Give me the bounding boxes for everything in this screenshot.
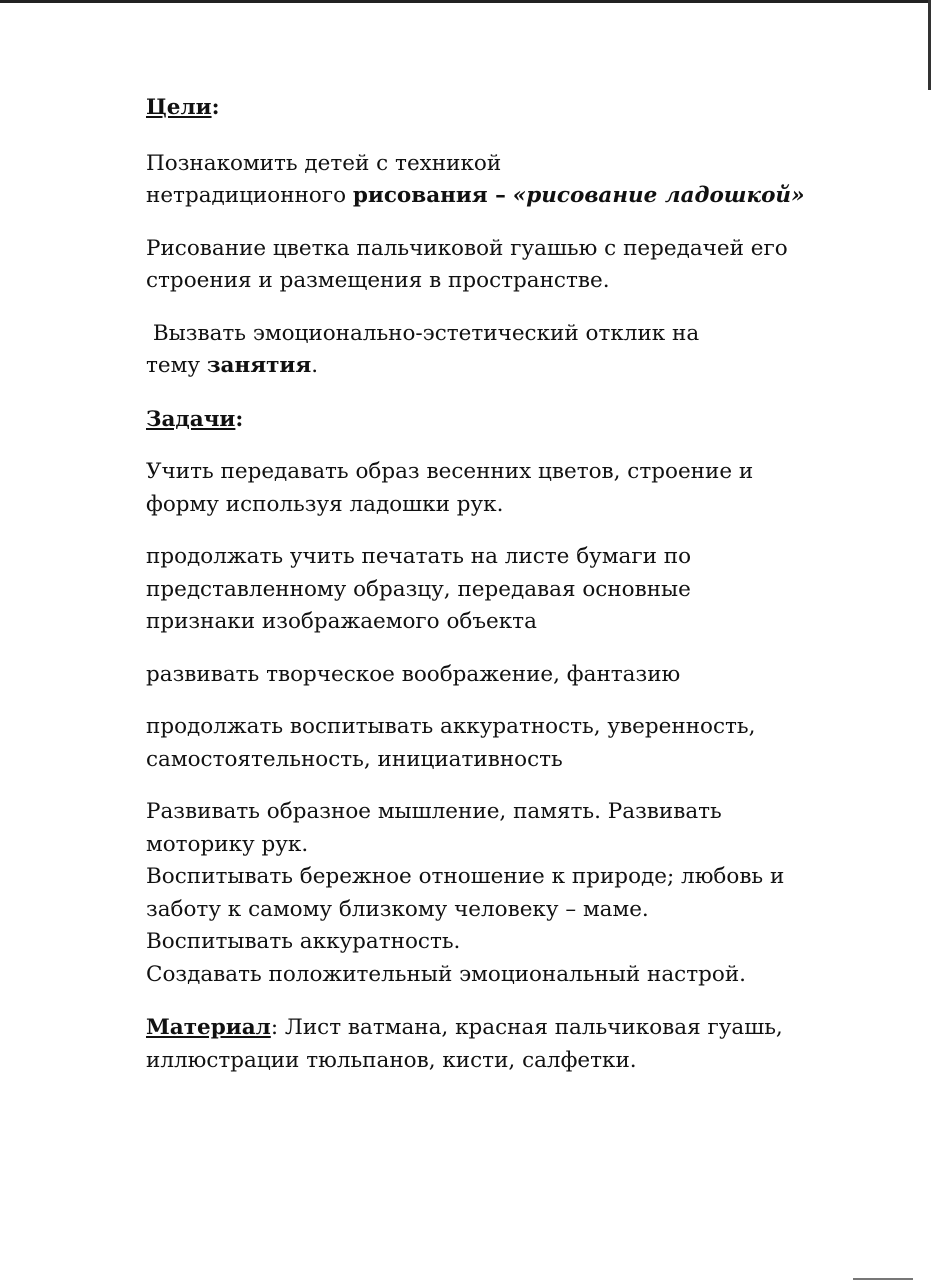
goals-paragraph-2 (146, 233, 906, 298)
scan-edge-top (0, 0, 931, 3)
tasks-t2-line-1: продолжать учить печатать на листе бумаги по (146, 544, 692, 569)
tasks-item-2 (146, 541, 906, 639)
tasks-t1-line-2: форму используя ладошки рук. (146, 491, 504, 517)
material-line-1: : Лист ватмана, красная пальчиковая гуашь, (270, 1015, 783, 1040)
goals-p1-line-1: Познакомить детей с техникой (146, 150, 502, 176)
goals-heading-colon: : (211, 95, 220, 120)
tasks-t1-line-1: Учить передавать образ весенних цветов, строение и (146, 459, 754, 484)
tasks-t4-line-1: продолжать воспитывать аккуратность, уверенность, (146, 714, 756, 739)
tasks-t5-line-5: Воспитывать аккуратность. (146, 929, 461, 954)
tasks-item-3 (146, 659, 906, 692)
goals-p1-line-2b: рисования – (352, 183, 506, 208)
tasks-t5-line-2: моторику рук. (146, 831, 309, 857)
material-line-2: иллюстрации тюльпанов, кисти, салфетки. (146, 1047, 637, 1073)
goals-p1-line-2c (506, 183, 513, 208)
tasks-heading-colon: : (235, 406, 244, 432)
goals-p2-line-1: Рисование цветка пальчиковой гуашью с передачей его (146, 235, 788, 261)
tasks-heading (146, 404, 906, 437)
tasks-t2-line-3: признаки изображаемого объекта (146, 609, 537, 634)
goals-p3-line-1: Вызвать эмоционально-эстетический отклик на (146, 320, 700, 346)
goals-heading-text: Цели (146, 95, 212, 120)
goals-p3-line-2b: занятия (206, 353, 312, 378)
tasks-t2-line-2: представленному образцу, передавая основные (146, 576, 691, 602)
material-heading: Материал (146, 1015, 271, 1040)
tasks-t5-line-6: Создавать положительный эмоциональный настрой. (146, 961, 746, 987)
goals-p3-line-2a: тему (146, 353, 207, 378)
tasks-t3-line-1: развивать творческое воображение, фантазию (146, 661, 681, 687)
tasks-t5-line-3: Воспитывать бережное отношение к природе; любовь и (146, 864, 785, 889)
goals-paragraph-3 (146, 318, 906, 383)
tasks-t4-line-2: самостоятельность, инициативность (146, 746, 563, 772)
material-paragraph (146, 1012, 906, 1077)
goals-p1-line-2d: «рисование ладошкой» (512, 183, 805, 208)
tasks-t5-line-4: заботу к самому близкому человеку – маме. (146, 896, 649, 922)
goals-heading (146, 92, 906, 125)
tasks-item-1 (146, 456, 906, 521)
document-page (146, 92, 906, 1077)
goals-p3-line-2c: . (311, 353, 319, 378)
goals-paragraph-1 (146, 148, 906, 213)
goals-p1-line-2a: нетрадиционного (146, 183, 353, 208)
tasks-t5-line-1: Развивать образное мышление, память. Развивать (146, 799, 722, 824)
tasks-item-4 (146, 711, 906, 776)
goals-p2-line-2: строения и размещения в пространстве. (146, 268, 610, 293)
tasks-heading-text: Задачи (146, 406, 236, 432)
tasks-item-5 (146, 796, 906, 991)
